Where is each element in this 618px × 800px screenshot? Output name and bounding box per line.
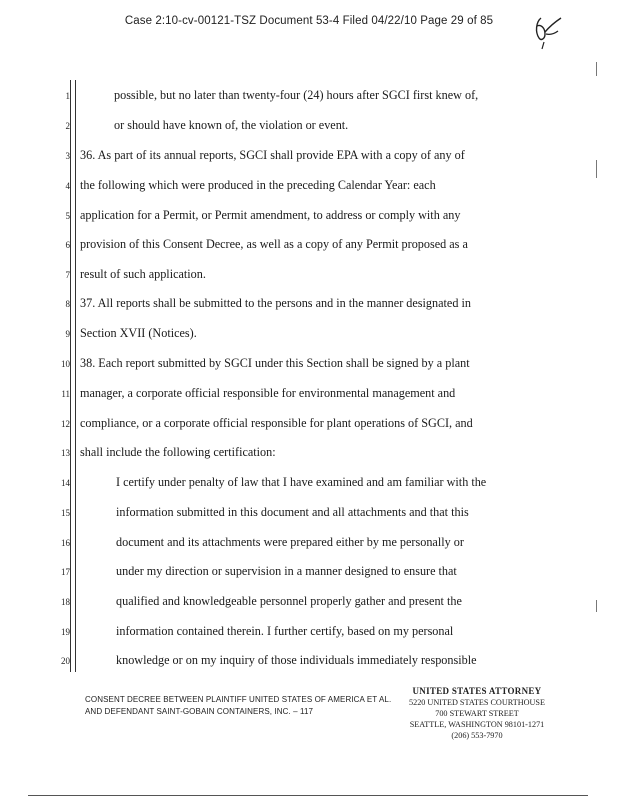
office-address-line: 700 STEWART STREET	[435, 709, 519, 718]
office-title: UNITED STATES ATTORNEY	[412, 686, 542, 696]
case-header: Case 2:10-cv-00121-TSZ Document 53-4 Filed 04/22/10 Page 29 of 85	[124, 15, 494, 27]
text-line: document and its attachments were prepared either by me personally or	[116, 535, 464, 549]
scan-speck	[596, 62, 597, 76]
text-line: I certify under penalty of law that I have examined and am familiar with the	[116, 475, 487, 489]
text-line: shall include the following certification:	[80, 445, 276, 459]
office-address-line: SEATTLE, WASHINGTON 98101-1271	[409, 720, 545, 729]
footer-caption-line: AND DEFENDANT SAINT-GOBAIN CONTAINERS, INC. – 117	[85, 707, 314, 716]
text-line: manager, a corporate official responsible for environmental management and	[80, 386, 456, 400]
text-line: possible, but no later than twenty-four (24) hours after SGCI first knew of,	[114, 88, 479, 102]
line-number: 16	[61, 538, 70, 548]
text-line: Section XVII (Notices).	[80, 326, 197, 340]
text-line: 36. As part of its annual reports, SGCI shall provide EPA with a copy of any of	[80, 148, 465, 162]
line-number: 11	[61, 389, 70, 399]
text-line: knowledge or on my inquiry of those individuals immediately responsible	[116, 653, 477, 667]
margin-rule-outer	[70, 80, 71, 672]
line-number: 14	[61, 478, 70, 488]
line-number: 13	[61, 448, 70, 458]
line-number: 17	[61, 567, 70, 577]
margin-rule-inner	[75, 80, 76, 672]
line-number: 2	[65, 121, 70, 131]
text-line: information submitted in this document and all attachments and that this	[116, 505, 469, 519]
text-line: or should have known of, the violation or event.	[114, 118, 349, 132]
footer-caption-line: CONSENT DECREE BETWEEN PLAINTIFF UNITED STATES OF AMERICA ET AL.	[85, 695, 392, 704]
line-number: 6	[65, 240, 70, 250]
line-number: 3	[65, 151, 70, 161]
text-line: provision of this Consent Decree, as well as a copy of any Permit proposed as a	[80, 237, 468, 251]
text-line: result of such application.	[80, 267, 206, 281]
line-number: 9	[65, 329, 70, 339]
office-phone: (206) 553-7970	[451, 731, 503, 740]
text-line: information contained therein. I further certify, based on my personal	[116, 624, 454, 638]
footer-caption	[85, 694, 391, 718]
handwritten-initials	[527, 12, 565, 50]
scan-speck	[596, 600, 597, 612]
text-line: application for a Permit, or Permit amendment, to address or comply with any	[80, 208, 461, 222]
line-number: 5	[65, 211, 70, 221]
office-address-line: 5220 UNITED STATES COURTHOUSE	[409, 698, 545, 707]
text-line: compliance, or a corporate official responsible for plant operations of SGCI, and	[80, 416, 473, 430]
line-number: 10	[61, 359, 70, 369]
line-number: 1	[65, 91, 70, 101]
line-number: 4	[65, 181, 70, 191]
line-number: 12	[61, 419, 70, 429]
line-number: 8	[65, 299, 70, 309]
text-line: under my direction or supervision in a manner designed to ensure that	[116, 564, 457, 578]
bottom-rule	[28, 795, 588, 796]
footer-office-block	[398, 686, 556, 741]
text-line: 38. Each report submitted by SGCI under this Section shall be signed by a plant	[80, 356, 470, 370]
line-number: 18	[61, 597, 70, 607]
text-line: qualified and knowledgeable personnel properly gather and present the	[116, 594, 462, 608]
scan-speck	[596, 160, 597, 178]
text-line: the following which were produced in the preceding Calendar Year: each	[80, 178, 436, 192]
line-number: 19	[61, 627, 70, 637]
line-number: 15	[61, 508, 70, 518]
text-line: 37. All reports shall be submitted to the persons and in the manner designated in	[80, 296, 471, 310]
line-number: 7	[65, 270, 70, 280]
line-number: 20	[61, 656, 70, 666]
